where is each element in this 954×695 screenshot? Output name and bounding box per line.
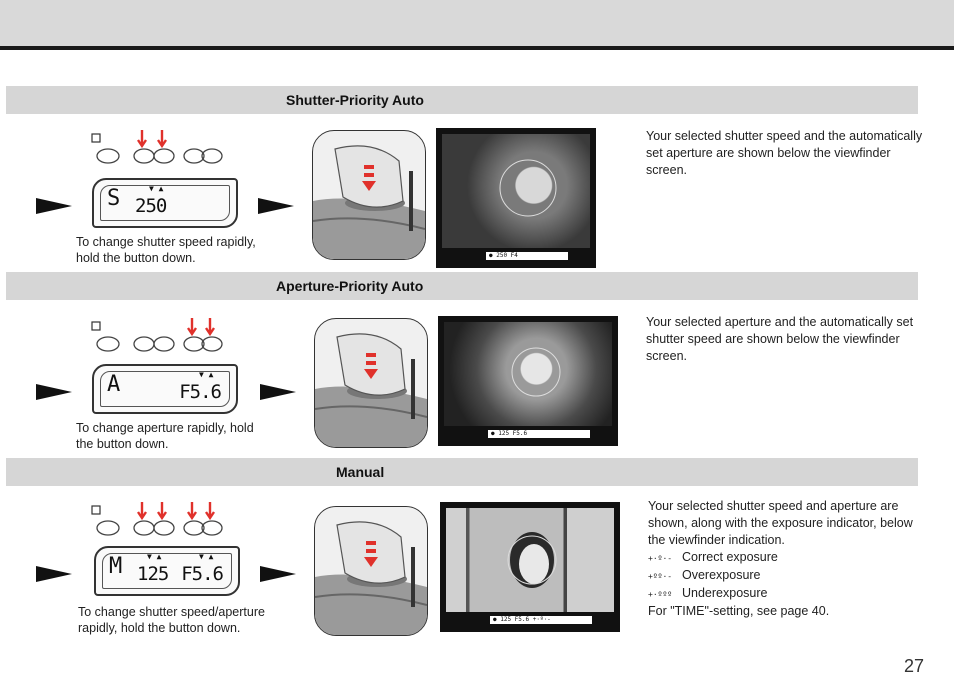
description: Your selected aperture and the automatically set shutter speed are shown below the viewfinder screen. [646,315,914,363]
button-icon [97,337,119,351]
section-header-shutter-priority [6,86,918,114]
description: Your selected shutter speed and aperture are shown, along with the exposure indicator, below the viewfinder indication. +·º·- Correct exposure +ºº·- Overexposure +·ººº Underexposure For "TIME"-setting, see page 40. [648,499,913,618]
button-icon [184,337,204,351]
button-icon [134,149,154,163]
button-icon [184,149,204,163]
lcd-aperture-value: F5.6 [181,563,223,585]
lcd-mode: S [107,186,121,211]
finger-on-dial-icon [313,131,425,259]
caption: To change shutter speed rapidly, hold the button down. [76,235,256,265]
time-note: For "TIME"-setting, see page 40. [648,604,830,618]
finger-on-dial-icon [315,319,427,447]
section-header-aperture-priority [6,272,918,300]
finger-on-dial-icon [315,507,427,635]
exposure-legend-item: +·ººº Underexposure [648,585,913,603]
pointer-arrow-icon [36,566,72,582]
button-icon [97,149,119,163]
description: Your selected shutter speed and the automatically set aperture are shown below the viewfinder screen. [646,129,923,177]
down-arrow-icon [206,318,214,334]
lcd-panel [92,178,238,228]
button-icon [154,149,174,163]
button-icon [154,521,174,535]
viewfinder-photo [438,316,618,446]
button-icon [134,521,154,535]
lcd-mode: M [109,554,123,579]
top-band [0,0,954,48]
pointer-arrow-icon [36,198,72,214]
page-number: 27 [903,656,924,676]
lcd-shutter-value: 125 [137,563,169,585]
section-header-manual [6,458,918,486]
focus-circle-icon [444,322,612,426]
exposure-indicator-icon: +·º·- [648,554,673,563]
lcd-panel [92,364,238,414]
viewfinder-readout: ● 125 F5.6 +·º·- [490,616,592,624]
lock-icon [92,134,100,142]
section-title: Shutter-Priority Auto [286,92,424,108]
button-icon [184,521,204,535]
focus-circle-icon [442,134,590,248]
adjust-marks-icon: ▼ ▲ [147,552,162,561]
top-rule [0,46,954,50]
button-row-icon [88,316,228,356]
adjust-marks-icon: ▼ ▲ [149,184,164,193]
viewfinder-readout: ● 125 F5.6 [488,430,590,438]
button-icon [154,337,174,351]
button-icon [202,149,222,163]
button-icon [202,337,222,351]
dial-illustration [314,506,428,636]
exposure-indicator-icon: +ºº·- [648,572,673,581]
button-icon [202,521,222,535]
pointer-arrow-icon [260,566,296,582]
exposure-legend-item: +ºº·- Overexposure [648,567,913,585]
focus-circle-icon [446,508,614,612]
lcd-shutter-value: 250 [135,195,167,217]
down-arrow-icon [188,502,196,518]
down-arrow-icon [158,502,166,518]
button-icon [134,337,154,351]
lcd-panel [94,546,240,596]
lock-icon [92,506,100,514]
section-title: Aperture-Priority Auto [276,278,424,294]
pointer-arrow-icon [36,384,72,400]
lock-icon [92,322,100,330]
viewfinder-photo [436,128,596,268]
down-arrow-icon [188,318,196,334]
down-arrow-icon [138,130,146,146]
down-arrow-icon [138,502,146,518]
exposure-legend-item: +·º·- Correct exposure [648,549,913,567]
dial-illustration [312,130,426,260]
button-icon [97,521,119,535]
caption: To change shutter speed/aperture rapidly, hold the button down. [78,605,265,635]
exposure-indicator-icon: +·ººº [648,590,673,599]
section-title: Manual [336,464,385,480]
viewfinder-photo [440,502,620,632]
lcd-aperture-value: F5.6 [179,381,221,403]
dial-illustration [314,318,428,448]
adjust-marks-icon: ▼ ▲ [199,370,214,379]
down-arrow-icon [158,130,166,146]
lcd-mode: A [107,372,121,397]
pointer-arrow-icon [260,384,296,400]
caption: To change aperture rapidly, hold the button down. [76,421,254,451]
pointer-arrow-icon [258,198,294,214]
button-row-icon [88,500,228,540]
adjust-marks-icon: ▼ ▲ [199,552,214,561]
down-arrow-icon [206,502,214,518]
viewfinder-readout: ● 250 F4 [486,252,568,260]
button-row-icon [88,128,228,168]
